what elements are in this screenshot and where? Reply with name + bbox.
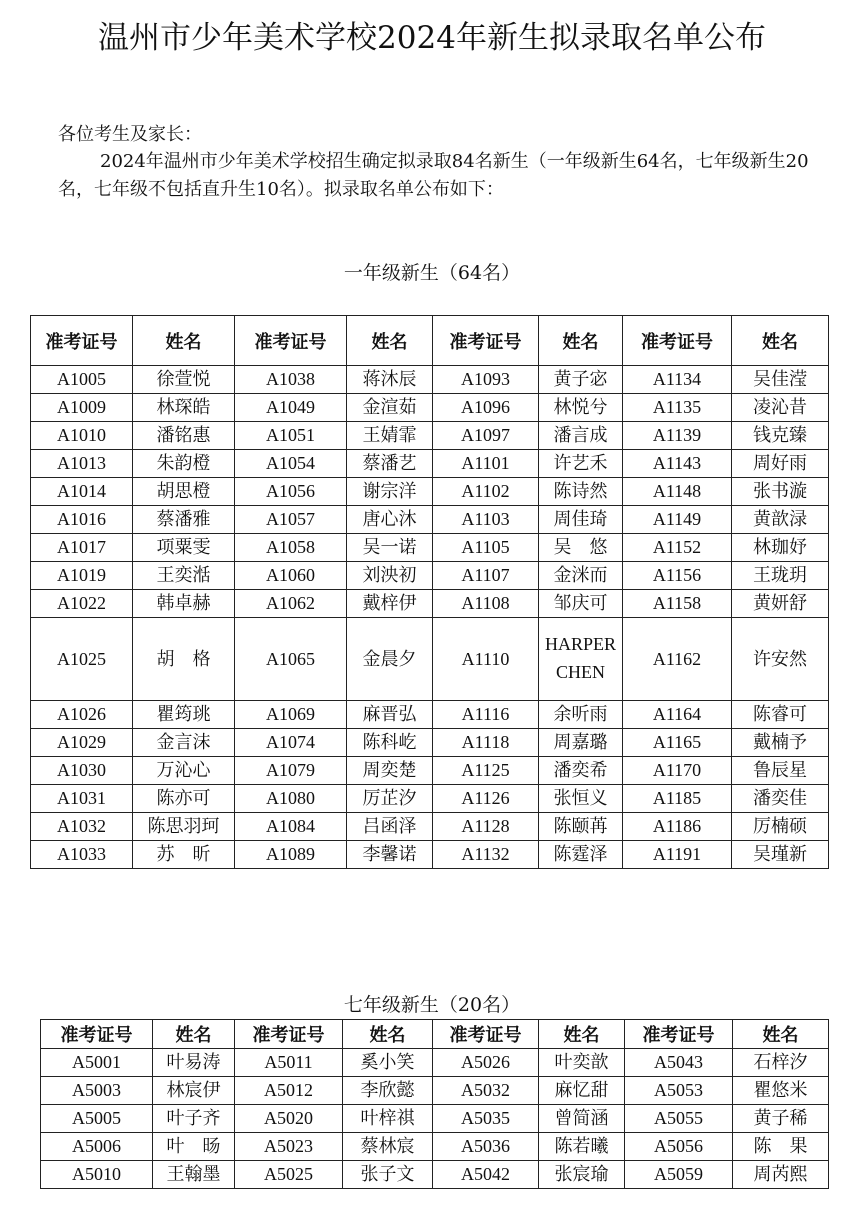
student-name: 瞿悠米	[733, 1077, 829, 1105]
student-name: 戴楠予	[732, 729, 829, 757]
student-name: 陈 果	[733, 1133, 829, 1161]
exam-id: A1026	[31, 701, 133, 729]
exam-id: A5006	[41, 1133, 153, 1161]
student-name: 蒋沐辰	[347, 366, 433, 394]
student-name: 许艺禾	[539, 450, 623, 478]
student-name: 张书漩	[732, 478, 829, 506]
student-name: 林宸伊	[153, 1077, 235, 1105]
student-name: 麻晋弘	[347, 701, 433, 729]
student-name: 金渲茹	[347, 394, 433, 422]
student-name: 周芮熙	[733, 1161, 829, 1189]
table-row	[31, 590, 829, 618]
exam-id: A5023	[235, 1133, 343, 1161]
student-name: 叶梓祺	[343, 1105, 433, 1133]
student-name: 黄子宓	[539, 366, 623, 394]
table-row	[41, 1049, 829, 1077]
exam-id: A5012	[235, 1077, 343, 1105]
student-name: 周嘉璐	[539, 729, 623, 757]
exam-id: A1152	[623, 534, 732, 562]
student-name: 蔡林宸	[343, 1133, 433, 1161]
table-row	[31, 757, 829, 785]
exam-id: A1170	[623, 757, 732, 785]
student-name: 麻忆甜	[539, 1077, 625, 1105]
exam-id: A1030	[31, 757, 133, 785]
table-header-row	[41, 1020, 829, 1049]
student-name: 余听雨	[539, 701, 623, 729]
exam-id: A1084	[235, 813, 347, 841]
student-name: 张宸瑜	[539, 1161, 625, 1189]
student-name: 陈思羽珂	[133, 813, 235, 841]
student-name: 张恒义	[539, 785, 623, 813]
student-name: 奚小笑	[343, 1049, 433, 1077]
exam-id: A1097	[433, 422, 539, 450]
table-row	[31, 422, 829, 450]
exam-id: A1022	[31, 590, 133, 618]
student-name: 林珈妤	[732, 534, 829, 562]
column-header: 姓名	[539, 316, 623, 366]
exam-id: A1062	[235, 590, 347, 618]
exam-id: A1158	[623, 590, 732, 618]
student-name: 王奕湉	[133, 562, 235, 590]
exam-id: A1148	[623, 478, 732, 506]
greeting: 各位考生及家长：	[58, 124, 202, 145]
exam-id: A5025	[235, 1161, 343, 1189]
student-name: 谢宗洋	[347, 478, 433, 506]
student-name: 王翰墨	[153, 1161, 235, 1189]
grade7-section-title: 七年级新生（20名）	[343, 994, 521, 1016]
student-name: 金言沫	[133, 729, 235, 757]
student-name: 蔡潘艺	[347, 450, 433, 478]
exam-id: A5036	[433, 1133, 539, 1161]
student-name: 许安然	[732, 618, 829, 701]
exam-id: A1102	[433, 478, 539, 506]
student-name: 黄妍舒	[732, 590, 829, 618]
exam-id: A1014	[31, 478, 133, 506]
student-name: 王珑玥	[732, 562, 829, 590]
column-header: 准考证号	[235, 316, 347, 366]
table-row	[31, 841, 829, 869]
column-header: 姓名	[539, 1020, 625, 1049]
exam-id: A1051	[235, 422, 347, 450]
column-header: 姓名	[343, 1020, 433, 1049]
exam-id: A1056	[235, 478, 347, 506]
student-name: 凌沁昔	[732, 394, 829, 422]
exam-id: A5043	[625, 1049, 733, 1077]
student-name: 李馨诺	[347, 841, 433, 869]
exam-id: A1054	[235, 450, 347, 478]
exam-id: A5053	[625, 1077, 733, 1105]
student-name: 曾简涵	[539, 1105, 625, 1133]
table-row	[31, 478, 829, 506]
column-header: 姓名	[347, 316, 433, 366]
exam-id: A1107	[433, 562, 539, 590]
student-name: 陈若曦	[539, 1133, 625, 1161]
exam-id: A1149	[623, 506, 732, 534]
exam-id: A5032	[433, 1077, 539, 1105]
table-row	[31, 534, 829, 562]
student-name: 张子文	[343, 1161, 433, 1189]
intro-paragraph: 2024年温州市少年美术学校招生确定拟录取84名新生（一年级新生64名，七年级新生20名，七年级不包括直升生10名）。拟录取名单公布如下：	[58, 151, 809, 200]
student-name: 陈科屹	[347, 729, 433, 757]
exam-id: A1025	[31, 618, 133, 701]
student-name: 金晨夕	[347, 618, 433, 701]
exam-id: A1116	[433, 701, 539, 729]
student-name: HARPER CHEN	[539, 618, 623, 701]
student-name: 陈霆泽	[539, 841, 623, 869]
exam-id: A1108	[433, 590, 539, 618]
exam-id: A1058	[235, 534, 347, 562]
column-header: 准考证号	[235, 1020, 343, 1049]
student-name: 蔡潘雅	[133, 506, 235, 534]
table-row	[31, 618, 829, 701]
column-header: 准考证号	[625, 1020, 733, 1049]
exam-id: A1033	[31, 841, 133, 869]
exam-id: A5020	[235, 1105, 343, 1133]
exam-id: A1019	[31, 562, 133, 590]
exam-id: A1031	[31, 785, 133, 813]
table-row	[31, 701, 829, 729]
exam-id: A5055	[625, 1105, 733, 1133]
table-row	[41, 1077, 829, 1105]
grade1-admission-table	[30, 315, 829, 869]
student-name: 吕函泽	[347, 813, 433, 841]
column-header: 准考证号	[623, 316, 732, 366]
exam-id: A1029	[31, 729, 133, 757]
student-name: 石梓汐	[733, 1049, 829, 1077]
exam-id: A1079	[235, 757, 347, 785]
exam-id: A1110	[433, 618, 539, 701]
student-name: 周佳琦	[539, 506, 623, 534]
exam-id: A1186	[623, 813, 732, 841]
student-name: 万沁心	[133, 757, 235, 785]
student-name: 李欣懿	[343, 1077, 433, 1105]
exam-id: A1065	[235, 618, 347, 701]
student-name: 瞿筠珧	[133, 701, 235, 729]
student-name: 胡思橙	[133, 478, 235, 506]
exam-id: A1135	[623, 394, 732, 422]
student-name: 钱克臻	[732, 422, 829, 450]
student-name: 潘奕佳	[732, 785, 829, 813]
student-name: 陈颐苒	[539, 813, 623, 841]
column-header: 准考证号	[433, 1020, 539, 1049]
student-name: 吴佳滢	[732, 366, 829, 394]
exam-id: A1103	[433, 506, 539, 534]
student-name: 韩卓赫	[133, 590, 235, 618]
student-name: 林悦兮	[539, 394, 623, 422]
exam-id: A1139	[623, 422, 732, 450]
exam-id: A1156	[623, 562, 732, 590]
student-name: 邹庆可	[539, 590, 623, 618]
exam-id: A1162	[623, 618, 732, 701]
exam-id: A1013	[31, 450, 133, 478]
exam-id: A5001	[41, 1049, 153, 1077]
student-name: 刘泱初	[347, 562, 433, 590]
student-name: 金洣而	[539, 562, 623, 590]
table-row	[41, 1161, 829, 1189]
exam-id: A1191	[623, 841, 732, 869]
student-name: 叶子齐	[153, 1105, 235, 1133]
table-row	[31, 450, 829, 478]
student-name: 潘言成	[539, 422, 623, 450]
exam-id: A5005	[41, 1105, 153, 1133]
student-name: 黄子稀	[733, 1105, 829, 1133]
exam-id: A5026	[433, 1049, 539, 1077]
student-name: 潘铭惠	[133, 422, 235, 450]
exam-id: A1009	[31, 394, 133, 422]
table-row	[31, 394, 829, 422]
table-header-row	[31, 316, 829, 366]
exam-id: A1118	[433, 729, 539, 757]
exam-id: A1017	[31, 534, 133, 562]
exam-id: A5010	[41, 1161, 153, 1189]
student-name: 鲁辰星	[732, 757, 829, 785]
column-header: 姓名	[153, 1020, 235, 1049]
exam-id: A1125	[433, 757, 539, 785]
exam-id: A1164	[623, 701, 732, 729]
student-name: 潘奕希	[539, 757, 623, 785]
table-row	[31, 562, 829, 590]
exam-id: A1105	[433, 534, 539, 562]
exam-id: A1074	[235, 729, 347, 757]
student-name: 苏 昕	[133, 841, 235, 869]
grade1-section-title: 一年级新生（64名）	[343, 262, 521, 284]
exam-id: A1165	[623, 729, 732, 757]
student-name: 吴瑾新	[732, 841, 829, 869]
column-header: 姓名	[133, 316, 235, 366]
table-row	[31, 785, 829, 813]
student-name: 徐萱悦	[133, 366, 235, 394]
table-row	[41, 1133, 829, 1161]
exam-id: A1093	[433, 366, 539, 394]
exam-id: A1057	[235, 506, 347, 534]
exam-id: A1134	[623, 366, 732, 394]
grade7-admission-table	[40, 1019, 829, 1189]
table-row	[41, 1105, 829, 1133]
exam-id: A1049	[235, 394, 347, 422]
student-name: 项粟雯	[133, 534, 235, 562]
exam-id: A5003	[41, 1077, 153, 1105]
exam-id: A1080	[235, 785, 347, 813]
student-name: 吴一诺	[347, 534, 433, 562]
student-name: 胡 格	[133, 618, 235, 701]
student-name: 叶易涛	[153, 1049, 235, 1077]
exam-id: A5042	[433, 1161, 539, 1189]
column-header: 准考证号	[31, 316, 133, 366]
student-name: 朱韵橙	[133, 450, 235, 478]
table-row	[31, 506, 829, 534]
table-row	[31, 729, 829, 757]
column-header: 姓名	[732, 316, 829, 366]
exam-id: A1126	[433, 785, 539, 813]
student-name: 周好雨	[732, 450, 829, 478]
document-title: 温州市少年美术学校2024年新生拟录取名单公布	[98, 20, 766, 56]
exam-id: A1069	[235, 701, 347, 729]
student-name: 唐心沐	[347, 506, 433, 534]
student-name: 王婧霏	[347, 422, 433, 450]
exam-id: A5056	[625, 1133, 733, 1161]
student-name: 黄歆渌	[732, 506, 829, 534]
student-name: 陈诗然	[539, 478, 623, 506]
exam-id: A1101	[433, 450, 539, 478]
exam-id: A5011	[235, 1049, 343, 1077]
exam-id: A1185	[623, 785, 732, 813]
student-name: 厉芷汐	[347, 785, 433, 813]
exam-id: A1038	[235, 366, 347, 394]
table-row	[31, 366, 829, 394]
exam-id: A5059	[625, 1161, 733, 1189]
student-name: 叶奕歆	[539, 1049, 625, 1077]
column-header: 准考证号	[433, 316, 539, 366]
student-name: 叶 旸	[153, 1133, 235, 1161]
student-name: 戴梓伊	[347, 590, 433, 618]
student-name: 厉楠硕	[732, 813, 829, 841]
exam-id: A1089	[235, 841, 347, 869]
exam-id: A1032	[31, 813, 133, 841]
column-header: 准考证号	[41, 1020, 153, 1049]
column-header: 姓名	[733, 1020, 829, 1049]
student-name: 吴 悠	[539, 534, 623, 562]
exam-id: A1096	[433, 394, 539, 422]
exam-id: A1132	[433, 841, 539, 869]
student-name: 周奕楚	[347, 757, 433, 785]
exam-id: A1016	[31, 506, 133, 534]
exam-id: A1010	[31, 422, 133, 450]
student-name: 林琛皓	[133, 394, 235, 422]
student-name: 陈亦可	[133, 785, 235, 813]
table-row	[31, 813, 829, 841]
exam-id: A1128	[433, 813, 539, 841]
exam-id: A1060	[235, 562, 347, 590]
student-name: 陈睿可	[732, 701, 829, 729]
exam-id: A1143	[623, 450, 732, 478]
exam-id: A1005	[31, 366, 133, 394]
exam-id: A5035	[433, 1105, 539, 1133]
